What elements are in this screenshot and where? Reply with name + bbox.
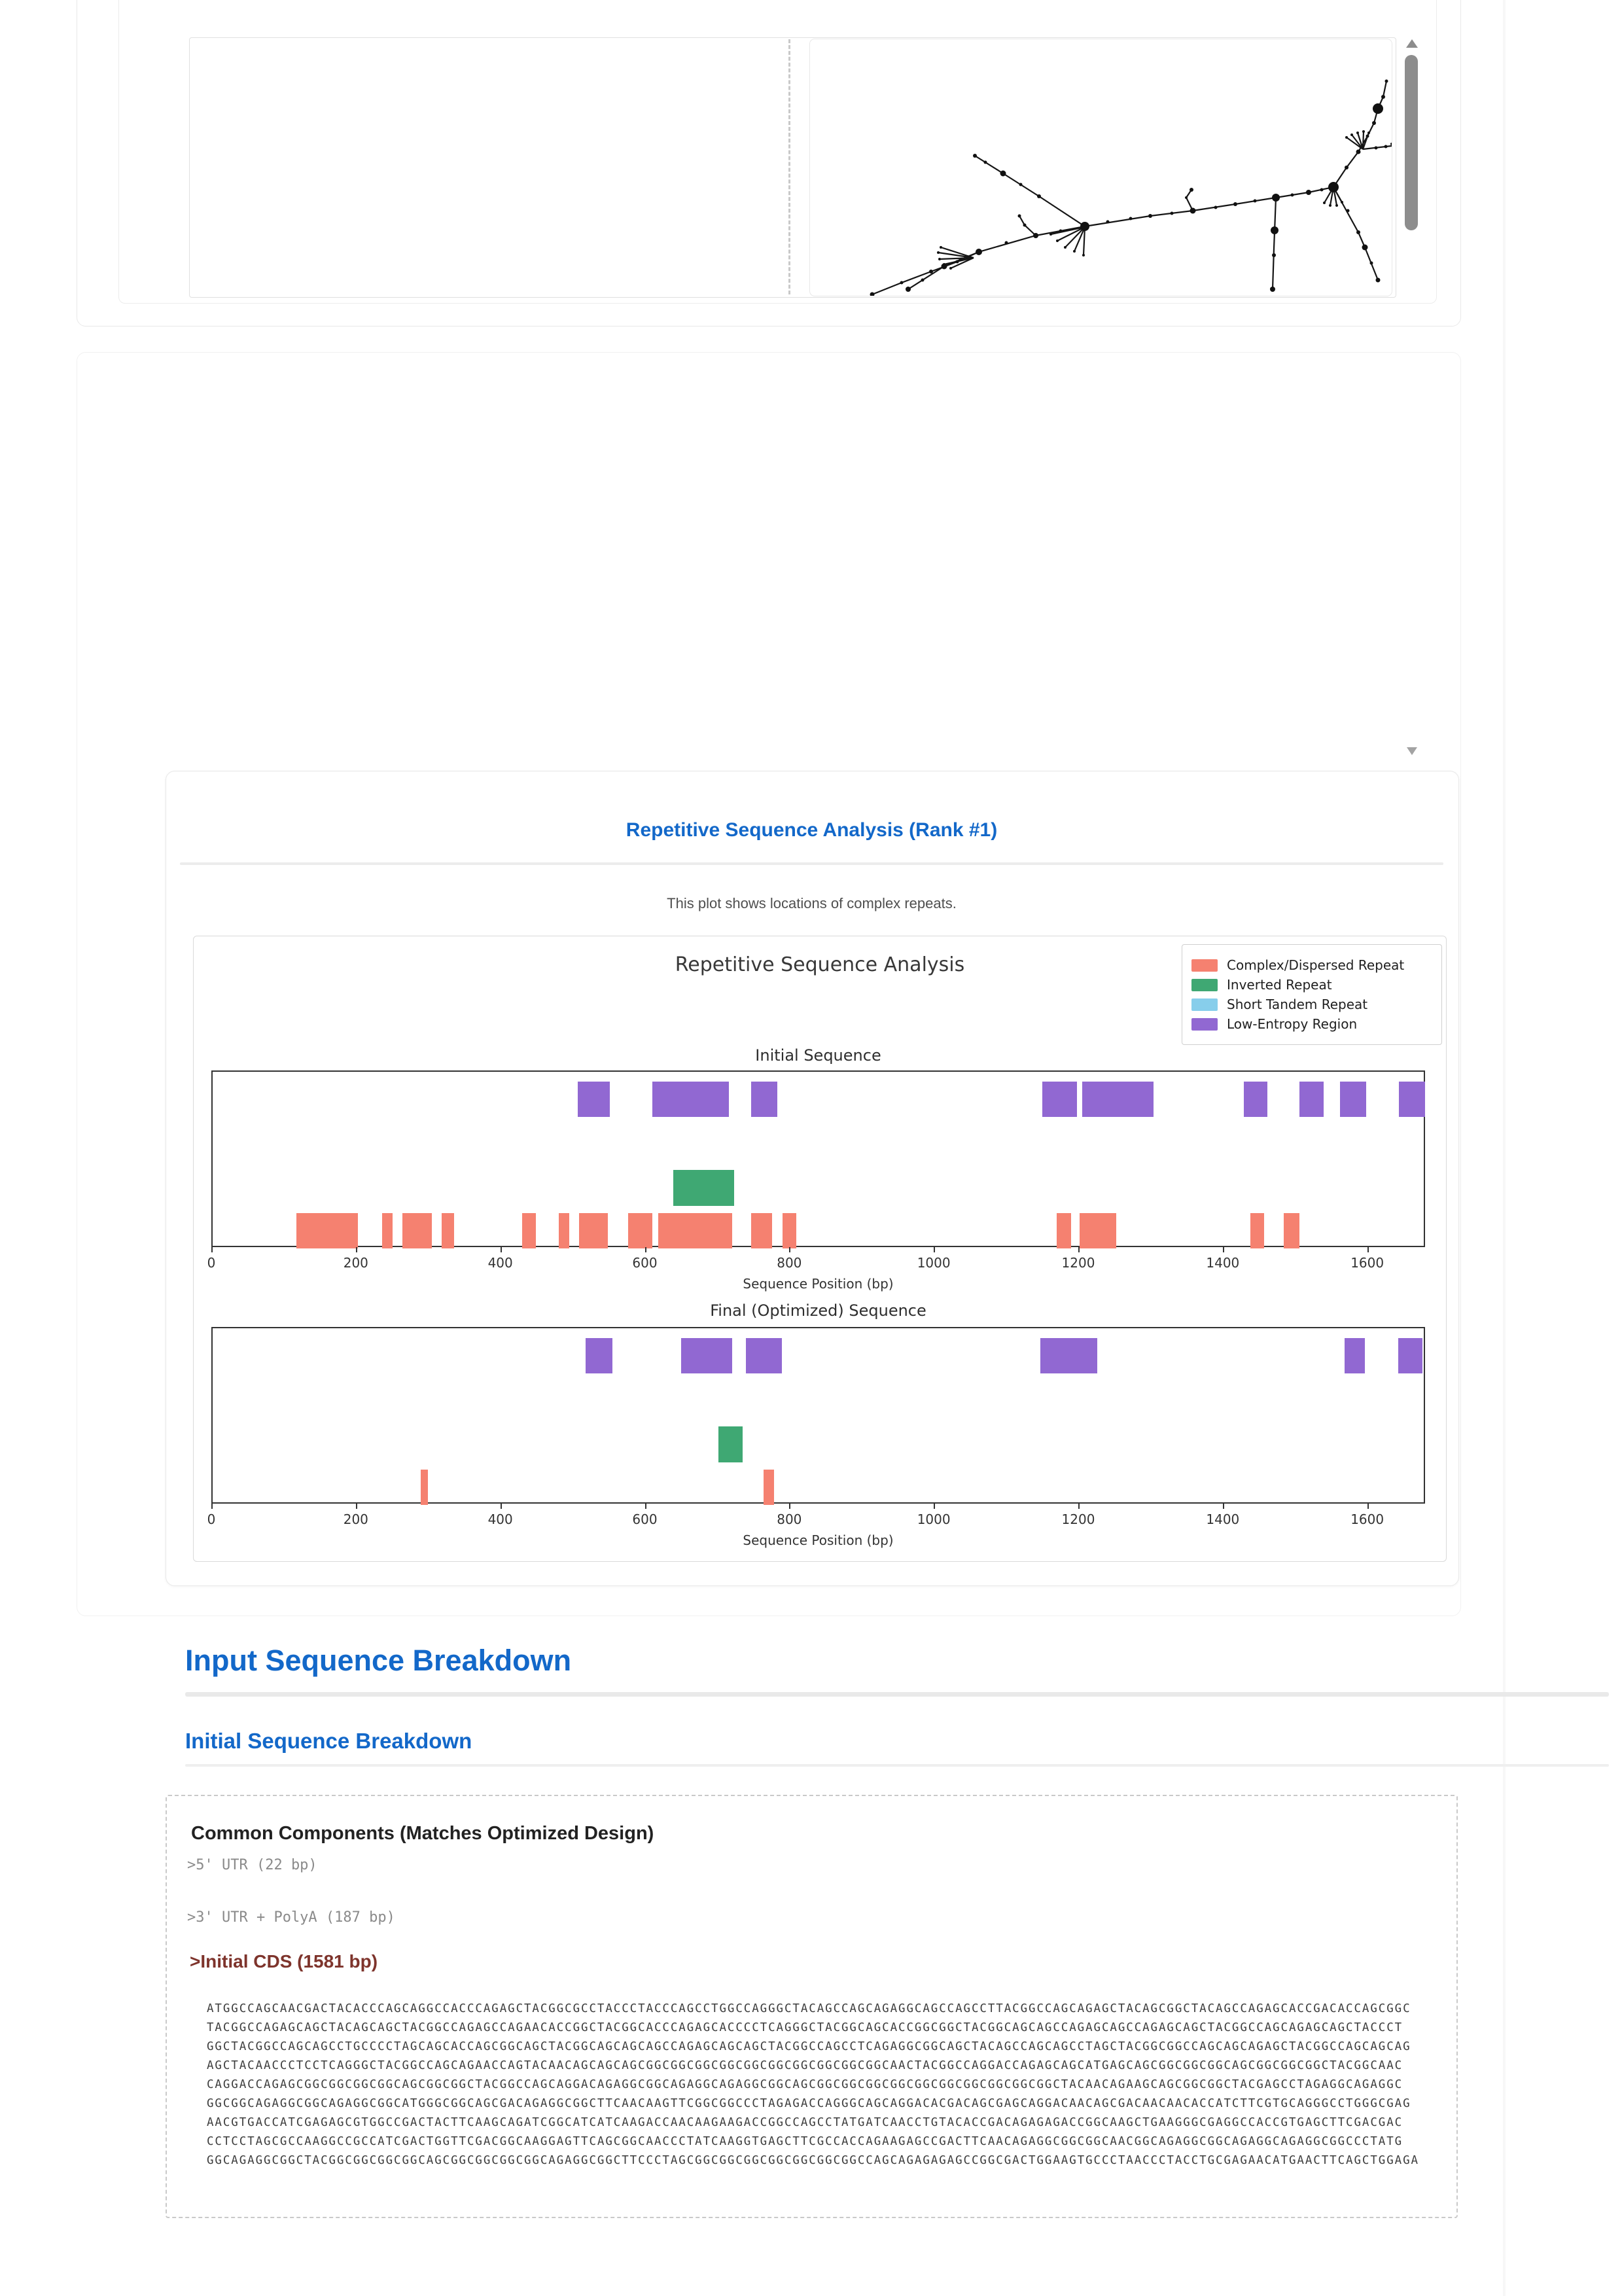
scroll-up-icon[interactable] <box>1406 39 1418 48</box>
sequence-line: CCTCCTAGCGCCAAGGCCGCCATCGACTGGTTCGACGGCAAGGAGTTCAGCGGCAACCCTATCAAGGTGAGCTTCGCCACCAGAAGAGCCGACTTCAACAGAGGCGGCGGCAACGGCAGAGGCGGCAGAGGCAGAGGCGGCCCTATG <box>207 2135 1403 2148</box>
x-tick-mark <box>1367 1247 1369 1252</box>
x-tick-mark <box>211 1504 213 1509</box>
x-tick-mark <box>789 1247 790 1252</box>
component-label: >5' UTR (22 bp) <box>187 1857 317 1873</box>
repeat-span-complex <box>628 1213 653 1248</box>
subplot-axes <box>211 1070 1425 1247</box>
x-tick-label: 1200 <box>1061 1511 1095 1527</box>
sequence-line: GGCGGCAGAGGCGGCAGAGGCGGCATGGGCGGCAGCGACAGAGGCGGCTTCAACAAGTTCGGCGGCCCTAGAGACCAGGGCAGCAGGACACGACAGCGAGCAGGACAACAGCGACAACAACACCATCTTCGTGCAGGGCCTGGGCGAG <box>207 2097 1411 2110</box>
x-tick-mark <box>1367 1504 1369 1509</box>
repeats-chart <box>193 936 1447 1562</box>
legend-label: Inverted Repeat <box>1227 977 1332 993</box>
cds-sequence-block <box>207 2000 1424 2170</box>
x-tick-mark <box>1078 1247 1080 1252</box>
subplot-axes <box>211 1327 1425 1504</box>
x-tick-label: 600 <box>632 1255 658 1271</box>
repeat-span-low_entropy <box>1399 1082 1425 1117</box>
chart-legend <box>1182 944 1442 1045</box>
x-tick-label: 1000 <box>917 1255 951 1271</box>
repeat-span-complex <box>579 1213 608 1248</box>
x-tick-mark <box>501 1504 502 1509</box>
x-tick-mark <box>934 1247 935 1252</box>
legend-item <box>1191 997 1432 1012</box>
legend-label: Short Tandem Repeat <box>1227 997 1368 1012</box>
x-tick-mark <box>356 1504 357 1509</box>
subplot-title: Initial Sequence <box>755 1046 881 1065</box>
repeat-span-low_entropy <box>1398 1338 1423 1373</box>
repeat-span-inverted <box>718 1426 743 1462</box>
sequence-line: AACGTGACCATCGAGAGCGTGGCCGACTACTTCAAGCAGATCGGCATCATCAAGACCAACAAGAAGACCGGCCAGCCTATGATCAACCTGTACACCGACAGAGAGACCGGCAAGCTGAAGGGCGAGGCCACCGTGAGCTTCGACGAC <box>207 2116 1403 2129</box>
repeat-span-low_entropy <box>652 1082 729 1117</box>
repeat-span-complex <box>522 1213 536 1248</box>
sequence-line: GGCTACGGCCAGCAGCCTGCCCCTAGCAGCACCAGCGGCAGCTACGGCAGCAGCAGCCAGAGCAGCAGCTACGGCCAGCCTCAGAGGCGGCAGCTACAGCCAGCAGCCTAGCTACGGCGGCCAGCAGCAGAGCTACGGCCAGCAGCAG <box>207 2040 1411 2053</box>
x-tick-mark <box>789 1504 790 1509</box>
legend-swatch-icon <box>1191 1018 1218 1031</box>
sequence-line: AGCTACAACCCTCCTCAGGGCTACGGCCAGCAGAACCAGTACAACAGCAGCAGCGGCGGCGGCGGCGGCGGCGGCGGCGGCGGCAACTACGGCCAGGACCAGAGCAGCATGAGCAGCGGCGGCGGCAGCGGCGGCGGCTACGGCAAC <box>207 2059 1403 2072</box>
repeat-span-low_entropy <box>1042 1082 1077 1117</box>
repeat-span-low_entropy <box>751 1082 778 1117</box>
x-tick-label: 1200 <box>1061 1255 1095 1271</box>
x-tick-label: 1000 <box>917 1511 951 1527</box>
x-axis-label: Sequence Position (bp) <box>743 1276 894 1292</box>
repeat-span-complex <box>559 1213 570 1248</box>
x-axis-label: Sequence Position (bp) <box>743 1532 894 1548</box>
repeat-span-complex <box>1080 1213 1116 1248</box>
x-tick-label: 200 <box>343 1511 368 1527</box>
panel-caption: This plot shows locations of complex repeats. <box>667 895 957 911</box>
legend-label: Complex/Dispersed Repeat <box>1227 957 1405 973</box>
legend-item <box>1191 957 1432 973</box>
x-tick-mark <box>934 1504 935 1509</box>
x-tick-label: 1400 <box>1206 1255 1240 1271</box>
chart-title: Repetitive Sequence Analysis <box>675 953 965 976</box>
x-tick-label: 1600 <box>1350 1255 1384 1271</box>
repeat-span-complex <box>751 1213 772 1248</box>
sequence-line: TACGGCCAGAGCAGCTACAGCAGCTACGGCCAGAGCCAGAACACCGGCTACGGCACCCAGAGCACCCCTCAGGGCTACGGCAGCACCGGCGGCTACGGCAGCAGCCAGAGCAGCCAGAGCAGCTACGGCCAGCAGAGCAGCTACCCT <box>207 2021 1403 2034</box>
panel-title: Repetitive Sequence Analysis (Rank #1) <box>626 819 998 841</box>
repeat-span-low_entropy <box>1299 1082 1324 1117</box>
repeat-span-complex <box>402 1213 431 1248</box>
plot-split-divider <box>788 39 790 294</box>
repeat-span-low_entropy <box>1244 1082 1267 1117</box>
legend-item <box>1191 1016 1432 1032</box>
subsection-divider <box>185 1764 1609 1767</box>
x-tick-mark <box>501 1247 502 1252</box>
repeat-span-complex <box>421 1470 428 1505</box>
x-tick-label: 400 <box>487 1511 513 1527</box>
x-tick-label: 1400 <box>1206 1511 1240 1527</box>
legend-swatch-icon <box>1191 998 1218 1011</box>
repeat-span-inverted <box>673 1170 734 1206</box>
x-tick-mark <box>645 1247 646 1252</box>
x-tick-mark <box>1223 1247 1224 1252</box>
section-divider <box>185 1692 1609 1697</box>
x-tick-label: 0 <box>207 1511 216 1527</box>
scrollbar-thumb[interactable] <box>1405 55 1418 230</box>
x-tick-mark <box>211 1247 213 1252</box>
subsection-heading: Initial Sequence Breakdown <box>185 1729 472 1753</box>
initial-cds-heading: >Initial CDS (1581 bp) <box>190 1951 378 1971</box>
x-tick-mark <box>1223 1504 1224 1509</box>
x-tick-mark <box>356 1247 357 1252</box>
x-tick-mark <box>1078 1504 1080 1509</box>
x-tick-label: 400 <box>487 1255 513 1271</box>
sequence-line: CAGGACCAGAGCGGCGGCGGCGGCAGCGGCGGCTACGGCCAGCAGGACAGAGGCGGCAGAGGCAGAGGCGGCAGCGGCGGCGGCGGCGGCGGCGGCGGCGGCGGCTACAACAGAAGCAGCGGCGGCTACGAGCCTAGAGGCAGAGGC <box>207 2078 1403 2091</box>
panel-divider <box>180 862 1443 865</box>
x-tick-label: 800 <box>777 1511 802 1527</box>
repeat-span-low_entropy <box>1082 1082 1153 1117</box>
repeat-span-low_entropy <box>1040 1338 1097 1373</box>
repeat-span-complex <box>1057 1213 1071 1248</box>
repeat-span-complex <box>1284 1213 1299 1248</box>
sequence-line: ATGGCCAGCAACGACTACACCCAGCAGGCCACCCAGAGCTACGGCGCCTACCCTACCCAGCCTGGCCAGGGCTACAGCCAGCAGAGGCAGCCAGCCTTACGGCCAGCAGAGCTACAGCGGCTACAGCCAGAGCACCGACACCAGCGGC <box>207 2002 1411 2015</box>
assembly-graph-canvas[interactable] <box>809 39 1392 296</box>
sequence-line: GGCAGAGGCGGCTACGGCGGCGGCGGCAGCGGCGGCGGCGGCAGAGGCGGCTTCCCTAGCGGCGGCGGCGGCGGCGGCGGCCAGCAGAGAGAGCCGGCGACTGGAAGTGCCCTAACCCTACCTGCGAGAACATGAACTTCAGCTGGAGA <box>207 2154 1419 2167</box>
repeat-span-complex <box>296 1213 358 1248</box>
section-heading: Input Sequence Breakdown <box>185 1644 572 1677</box>
repeat-span-low_entropy <box>586 1338 612 1373</box>
repeat-span-complex <box>1250 1213 1264 1248</box>
repeat-span-complex <box>783 1213 796 1248</box>
subplot-title: Final (Optimized) Sequence <box>710 1301 926 1320</box>
repeat-span-low_entropy <box>746 1338 782 1373</box>
legend-swatch-icon <box>1191 959 1218 972</box>
repeat-span-low_entropy <box>578 1082 610 1117</box>
legend-item <box>1191 977 1432 993</box>
component-list <box>187 1858 395 1963</box>
component-label: >3' UTR + PolyA (187 bp) <box>187 1909 395 1926</box>
repeat-span-complex <box>382 1213 392 1248</box>
repeat-span-complex <box>442 1213 454 1248</box>
repeat-span-complex <box>764 1470 773 1505</box>
window-edge-divider <box>1503 0 1506 2296</box>
repeat-span-low_entropy <box>681 1338 732 1373</box>
components-heading: Common Components (Matches Optimized Design) <box>191 1823 654 1844</box>
x-tick-label: 200 <box>343 1255 368 1271</box>
assembly-graph-drawing <box>810 39 1392 296</box>
legend-label: Low-Entropy Region <box>1227 1016 1358 1032</box>
x-tick-label: 0 <box>207 1255 216 1271</box>
repeat-span-low_entropy <box>1340 1082 1367 1117</box>
x-tick-label: 1600 <box>1350 1511 1384 1527</box>
legend-swatch-icon <box>1191 979 1218 991</box>
repeat-span-low_entropy <box>1345 1338 1365 1373</box>
x-tick-label: 600 <box>632 1511 658 1527</box>
repeat-span-complex <box>658 1213 732 1248</box>
x-tick-mark <box>645 1504 646 1509</box>
x-tick-label: 800 <box>777 1255 802 1271</box>
